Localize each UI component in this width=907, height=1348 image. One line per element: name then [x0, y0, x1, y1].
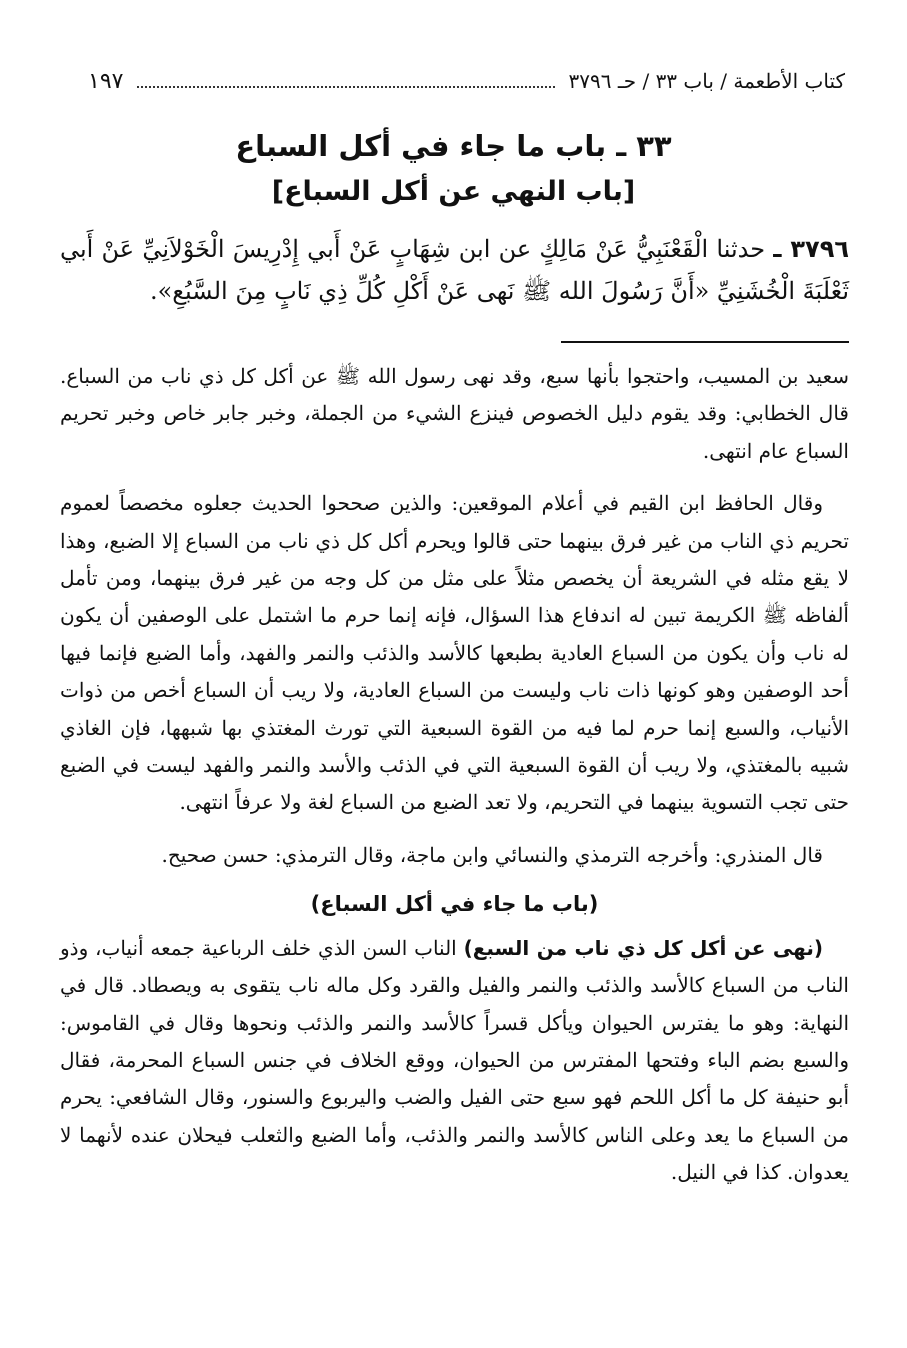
running-header [88, 64, 845, 98]
leader-dots [137, 86, 554, 88]
hadith-number: ٣٧٩٦ ـ [773, 235, 849, 263]
chapter-title: ٣٣ ـ باب ما جاء في أكل السباع [235, 129, 672, 163]
chapter-subtitle: [باب النهي عن أكل السباع] [271, 176, 636, 207]
commentary-paragraph-1: سعيد بن المسيب، واحتجوا بأنها سبع، وقد نهى رسول الله ﷺ عن أكل كل ذي ناب من السباع. قال الخطابي: وقد يقوم دليل الخصوص فينزع الشيء من الجملة، وخبر جابر خاص وخبر تحريم السباع عام انتهى. [60, 364, 849, 463]
section-heading: (باب ما جاء في أكل السباع) [310, 892, 599, 917]
commentary-paragraph-4 [60, 930, 849, 1192]
commentary-paragraph-3: قال المنذري: وأخرجه الترمذي والنسائي وابن ماجة، وقال الترمذي: حسن صحيح. [161, 842, 823, 867]
commentary-paragraph-2: وقال الحافظ ابن القيم في أعلام الموقعين: والذين صححوا الحديث جعلوه مخصصاً لعموم تحريم ذي الناب من غير فرق بينهما حتى قالوا ويحرم أكل كل ذي ناب من السباع إلا الضبع، وهذا لا يقع مثله في الشريعة أن يخصص مثلاً على مثل من كل وجه من غير فرق بينهما، ومن تأمل ألفاظه ﷺ الكريمة تبين له اندفاع هذا السؤال، فإنه إنما حرم ما اشتمل على الوصفين أن يكون له ناب وأن يكون من السباع العادية بطبعها كالأسد والذئب والنمر والفهد، وأما الضبع فإنما فيها أحد الوصفين وهو كونها ذات ناب وليست من السباع العادية، ولا ريب أن السباع أخص من ذوات الأنياب، والسبع إنما حرم لما فيه من القوة السبعية التي تورث المغتذي بها شبهها، فإن الغاذي شبيه بالمغتذي، ولا ريب أن القوة السبعية التي في الذئب والأسد والنمر والفهد ليست في الضبع حتى تجب التسوية بينهما في التحريم، ولا تعد الضبع من السباع لغة ولا عرفاً انتهى. [60, 491, 850, 815]
running-title: كتاب الأطعمة / باب ٣٣ / حـ ٣٧٩٦ [568, 69, 845, 93]
lemma-text: (نهى عن أكل كل ذي ناب من السبع) [463, 935, 823, 960]
page-number: ١٩٧ [88, 68, 124, 94]
hadith-text: حدثنا الْقَعْنَبِيُّ عَنْ مَالِكٍ عن ابن شِهَابٍ عَنْ أَبي إِدْرِيسَ الْخَوْلاَنِيِّ عَنْ أَبي ثَعْلَبَةَ الْخُشَنِيِّ «أَنَّ رَسُولَ الله ﷺ نَهى عَنْ أَكْلِ كُلِّ ذِي نَابٍ مِنَ السَّبُعِ». [60, 235, 849, 305]
commentary-block [60, 358, 849, 1192]
footnote-separator [561, 341, 849, 343]
lemma-explanation: الناب السن الذي خلف الرباعية جمعه أنياب، وذو الناب من السباع كالأسد والذئب والنمر والفيل والقرد وكل ماله ناب يتقوى به ويصطاد. قال في النهاية: وهو ما يفترس الحيوان ويأكل قسراً كالأسد والنمر والذئب ونحوها وقال في القاموس: والسبع بضم الباء وفتحها المفترس من الحيوان، ووقع الخلاف في جنس السباع المحرمة، فقال أبو حنيفة كل ما أكل اللحم فهو سبع حتى الفيل والضب واليربوع والسنور، وقال الشافعي: يحرم من السباع ما يعد وعلى الناس كالأسد والنمر والذئب، وأما الضبع والثعلب فيحلان عنده لأنهما لا يعدوان. كذا في النيل. [60, 935, 849, 1185]
hadith-text-block [60, 228, 849, 312]
